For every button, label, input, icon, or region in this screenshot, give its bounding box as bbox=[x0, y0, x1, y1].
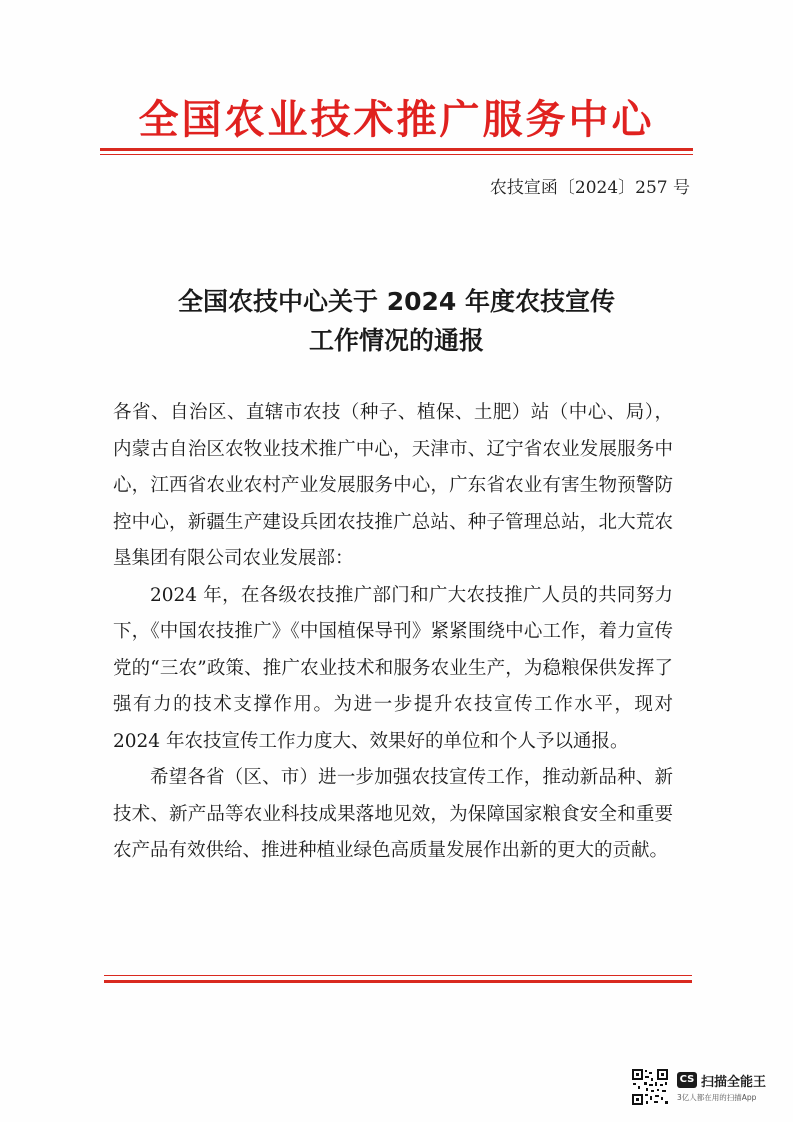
document-number: 农技宣函〔2024〕257 号 bbox=[489, 178, 690, 198]
body-paragraph-1: 2024 年，在各级农技推广部门和广大农技推广人员的共同努力下，《中国农技推广》《中国植保导刊》紧紧围绕中心工作，着力宣传党的“三农”政策、推广农业技术和服务农业生产，为稳粮保供发挥了强有力的技术支撑作用。为进一步提升农技宣传工作水平，现对 2024 年农技宣传工作力度大、效果好的单位和个人予以通报。 bbox=[113, 584, 673, 752]
camscanner-tagline: 3亿人都在用的扫描App bbox=[677, 1093, 757, 1102]
letterhead-rule-thin bbox=[100, 154, 693, 155]
title-line-2: 工作情况的通报 bbox=[308, 326, 484, 355]
addressee-paragraph: 各省、自治区、直辖市农技（种子、植保、土肥）站（中心、局），内蒙古自治区农牧业技术推广中心，天津市、辽宁省农业发展服务中心，江西省农业农村产业发展服务中心，广东省农业有害生物预警防控中心，新疆生产建设兵团农技推广总站、种子管理总站，北大荒农垦集团有限公司农业发展部： bbox=[113, 402, 673, 569]
document-body bbox=[113, 395, 673, 870]
letterhead-org-name: 全国农业技术推广服务中心 bbox=[138, 97, 655, 143]
letterhead-rule-thick bbox=[100, 148, 693, 151]
qr-code-icon bbox=[631, 1068, 669, 1106]
scanner-watermark bbox=[631, 1068, 781, 1110]
body-paragraph-2: 希望各省（区、市）进一步加强农技宣传工作，推动新品种、新技术、新产品等农业科技成果落地见效，为保障国家粮食安全和重要农产品有效供给、推进种植业绿色高质量发展作出新的更大的贡献。 bbox=[113, 767, 673, 861]
camscanner-app-name: 扫描全能王 bbox=[701, 1075, 767, 1090]
camscanner-logo: CS bbox=[677, 1072, 697, 1088]
document-title bbox=[0, 282, 793, 360]
title-line-1: 全国农技中心关于 2024 年度农技宣传 bbox=[178, 287, 615, 316]
footer-rule-thick bbox=[104, 980, 692, 983]
footer-rule-thin bbox=[104, 975, 692, 976]
